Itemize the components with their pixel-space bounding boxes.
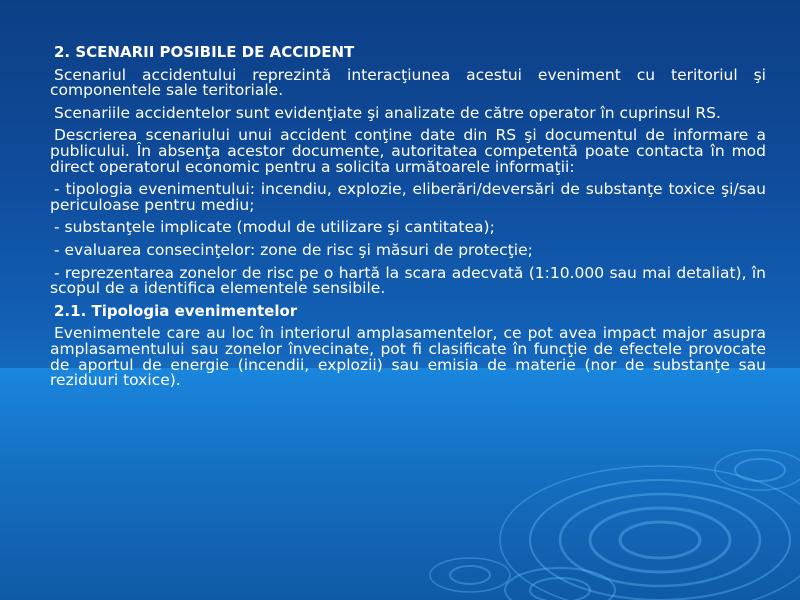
paragraph: Evenimentele care au loc în interiorul amplasamentelor, ce pot avea impact major asupra amplasamentului sau zonelor învecinate, pot fi clasificate în funcţie de efectele provocate de aportul de energie (incendii, explozii) sau emisia de materie (nor de substanţe sau reziduuri toxice).: [50, 324, 766, 390]
list-item: - reprezentarea zonelor de risc pe o hartă la scara adecvată (1:10.000 sau mai detaliat), în scopul de a identifica elementele sensibile.: [50, 263, 766, 298]
list-item: - evaluarea consecinţelor: zone de risc şi măsuri de protecţie;: [54, 240, 533, 259]
paragraph: Scenariile accidentelor sunt evidenţiate şi analizate de către operator în cuprinsul RS.: [54, 103, 721, 122]
list-item: - tipologia evenimentului: incendiu, explozie, eliberări/deversări de substanţe toxice şi/sau periculoase pentru mediu;: [50, 180, 766, 214]
list-item: - substanţele implicate (modul de utilizare şi cantitatea);: [54, 218, 495, 237]
slide-content: [50, 45, 766, 396]
section-heading-tipologia: 2.1. Tipologia evenimentelor: [54, 301, 298, 320]
paragraph: Descrierea scenariului unui accident conţine date din RS şi documentul de informare a publicului. În absenţa acestor documente, autoritatea competentă poate contacta în mod direct operatorul economic pentru a solicita următoarele informaţii:: [50, 126, 766, 176]
paragraph: Scenariul accidentului reprezintă interacţiunea acestui eveniment cu teritoriul şi componentele sale teritoriale.: [50, 65, 766, 100]
section-heading-scenarii: 2. SCENARII POSIBILE DE ACCIDENT: [54, 43, 355, 61]
